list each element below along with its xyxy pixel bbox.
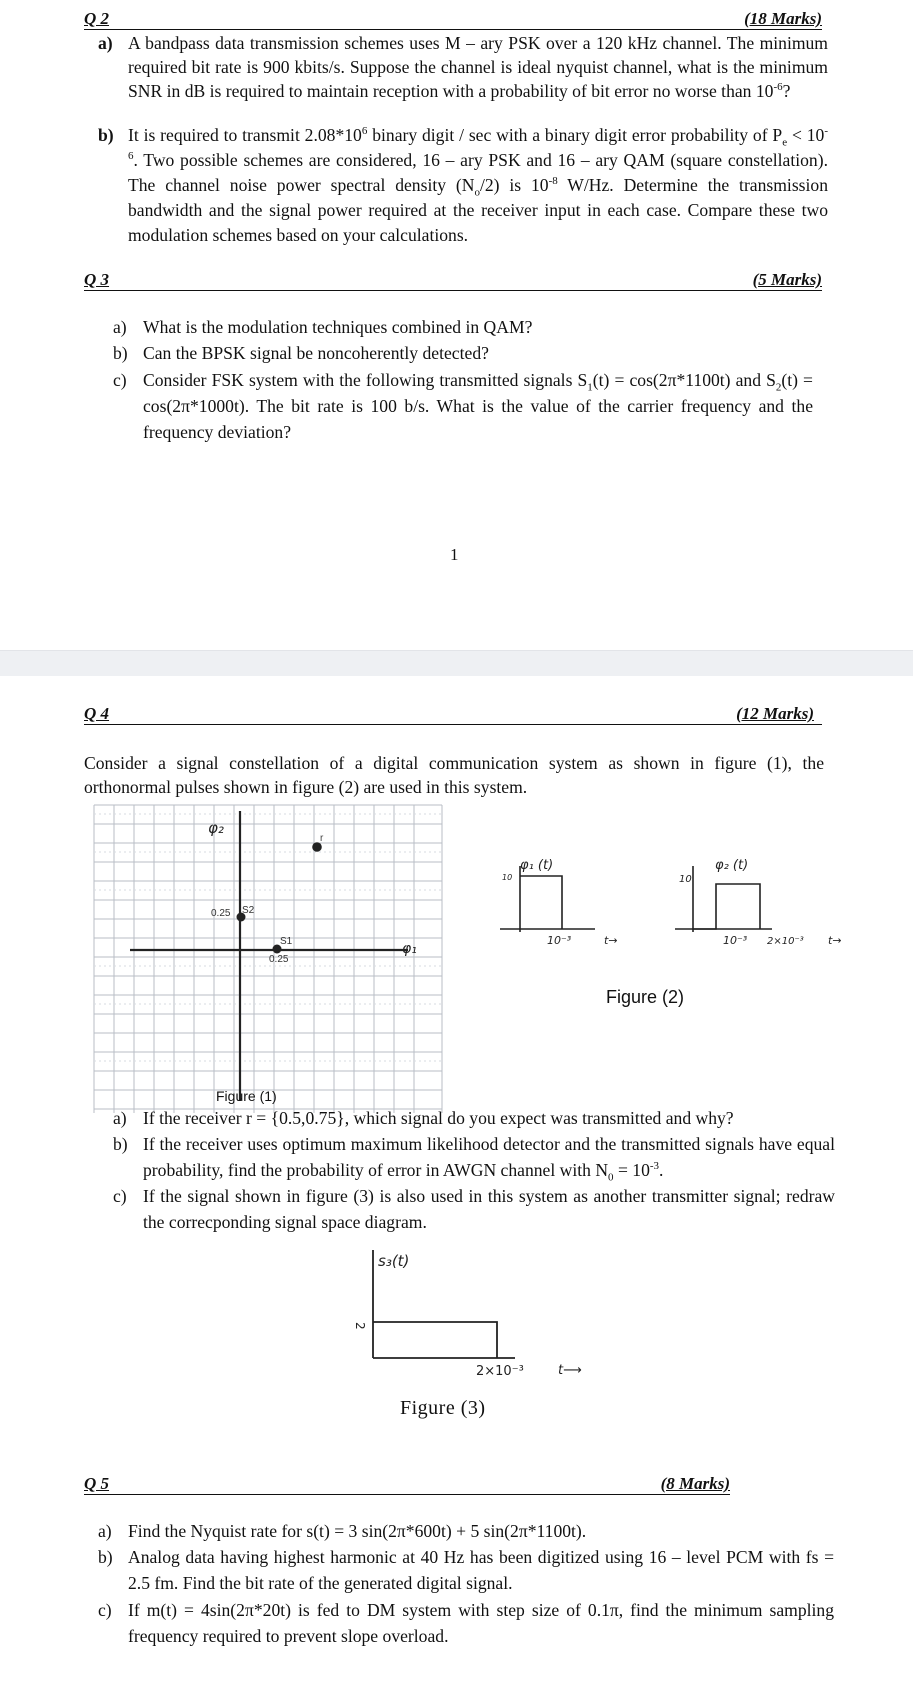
q2-b-text: It is required to transmit $2.08*10^6$ binary digit / sec with a binary digit error probability of $P_e < 10^{-6}$. Two possible schemes are considered, 16 – ary PSK and 16 – ary QAM (square constellation). The channel noise power spectral density $(N_o/2)$ is $10^{-8}$ W/Hz. Determine the transmission bandwidth and the signal power required at the receiver input in each case. Compare these two modulation schemes based on your calculations. [128, 125, 828, 245]
figure-1-constellation [90, 801, 450, 1131]
q3-a-label: a) [113, 317, 127, 337]
q4-b-text: If the receiver uses optimum maximum likelihood detector and the transmitted signals have equal probability, find the probability of error in AWGN channel with $N_0 = 10^{-3}$. [143, 1134, 835, 1184]
q4-c-text: If the signal shown in figure (3) is also used in this system as another transmitter signal; redraw the correcponding signal space diagram. [143, 1186, 835, 1232]
figure-2-pulses [490, 854, 870, 954]
q5-a-label: a) [98, 1521, 112, 1541]
q5-b-text: Analog data having highest harmonic at 40 Hz has been digitized using 16 – level PCM with fs = 2.5 fm. Find the bit rate of the generated digital signal. [128, 1547, 834, 1593]
q3-header [84, 270, 822, 291]
fig1-s2-value: 0.25 [211, 908, 231, 919]
q4-intro: Consider a signal constellation of a digital communication system as shown in figure (1), the orthonormal pulses shown in figure (2) are used in this system. [84, 753, 824, 797]
q3-b-text: Can the BPSK signal be noncoherently detected? [143, 343, 489, 363]
q5-a-text: Find the Nyquist rate for s(t) = 3 sin(2π*600t) + 5 sin(2π*1100t). [128, 1521, 587, 1541]
q3-c-label: c) [113, 370, 127, 390]
q2-marks: (18 Marks) [744, 9, 822, 28]
fig2-phi1-axis: t→ [604, 934, 618, 947]
fig1-grid [94, 805, 442, 1113]
q3-b-label: b) [113, 343, 128, 363]
fig2-phi2-time1: 10⁻³ [723, 934, 748, 947]
q5-number: Q 5 [84, 1474, 110, 1493]
q5-header [84, 1474, 730, 1495]
fig2-phi1-pulse [520, 876, 562, 929]
fig1-phi2-label: φ₂ [208, 819, 224, 837]
fig2-phi1-time: 10⁻³ [547, 934, 572, 947]
fig2-phi1-amp: 10 [502, 873, 513, 882]
page-number: 1 [450, 545, 459, 564]
q2-number: Q 2 [84, 9, 110, 28]
fig3-time: 2×10⁻³ [476, 1364, 524, 1376]
q4-marks: (12 Marks) [736, 704, 814, 723]
fig1-s1-value: 0.25 [269, 954, 289, 965]
fig3-amp: 2 [353, 1322, 367, 1330]
fig2-phi2-amp: 10 [679, 874, 692, 885]
fig1-s2-label: S2 [242, 905, 255, 916]
figure-2-caption: Figure (2) [606, 987, 685, 1007]
fig3-pulse [373, 1322, 497, 1358]
q4-number: Q 4 [84, 704, 110, 723]
q3-marks: (5 Marks) [752, 270, 822, 289]
q5-b-label: b) [98, 1547, 113, 1567]
figure-3-caption: Figure (3) [400, 1397, 486, 1419]
fig2-phi2-pulse [693, 884, 760, 929]
q4-c-label: c) [113, 1186, 127, 1206]
figure-1-caption: Figure (1) [216, 1088, 277, 1104]
fig3-title: s₃(t) [378, 1252, 410, 1270]
q4-header [84, 704, 822, 725]
q4-a-label: a) [113, 1108, 127, 1128]
q5-marks: (8 Marks) [660, 1474, 730, 1493]
q4-b-label: b) [113, 1134, 128, 1154]
exam-page-1 [0, 0, 913, 650]
fig2-phi2-axis: t→ [828, 934, 842, 947]
figure-3-s3 [340, 1246, 620, 1376]
q2-header [84, 9, 822, 30]
q2-a-label: a) [98, 33, 113, 53]
page-separator [0, 650, 913, 678]
exam-page-2 [0, 676, 913, 1703]
q2-b-label: b) [98, 125, 114, 145]
q2-a-text: A bandpass data transmission schemes uses M – ary PSK over a 120 kHz channel. The minimum required bit rate is 900 kbits/s. Suppose the channel is ideal nyquist channel, what is the minimum SNR in dB is required to maintain reception with a probability of bit error no worse than $10^{-6}$? [128, 33, 828, 101]
q5-c-text: If m(t) = 4sin(2π*20t) is fed to DM system with step size of 0.1π, find the minimum sampling frequency required to prevent slope overload. [128, 1600, 834, 1646]
fig1-r-label: r [320, 833, 324, 844]
q3-c-text: Consider FSK system with the following transmitted signals $S_1(t) = \cos(2\pi*1100t)$ and $S_2(t) = \cos(2\pi*1000t)$. The bit rate is 100 b/s. What is the value of the carrier frequency and the frequency deviation? [143, 370, 813, 442]
q4-a-text: If the receiver r = {0.5,0.75}, which signal do you expect was transmitted and why? [143, 1108, 734, 1128]
fig1-phi1-label: φ₁ [402, 941, 417, 957]
fig2-phi2-title: φ₂ (t) [715, 858, 749, 873]
q3-a-text: What is the modulation techniques combined in QAM? [143, 317, 533, 337]
q3-number: Q 3 [84, 270, 110, 289]
fig3-axis: t⟶ [558, 1363, 582, 1376]
fig2-phi2-time2: 2×10⁻³ [767, 936, 804, 947]
fig1-s1-label: S1 [280, 936, 293, 947]
q5-c-label: c) [98, 1600, 112, 1620]
fig2-phi1-title: φ₁ (t) [520, 858, 554, 873]
